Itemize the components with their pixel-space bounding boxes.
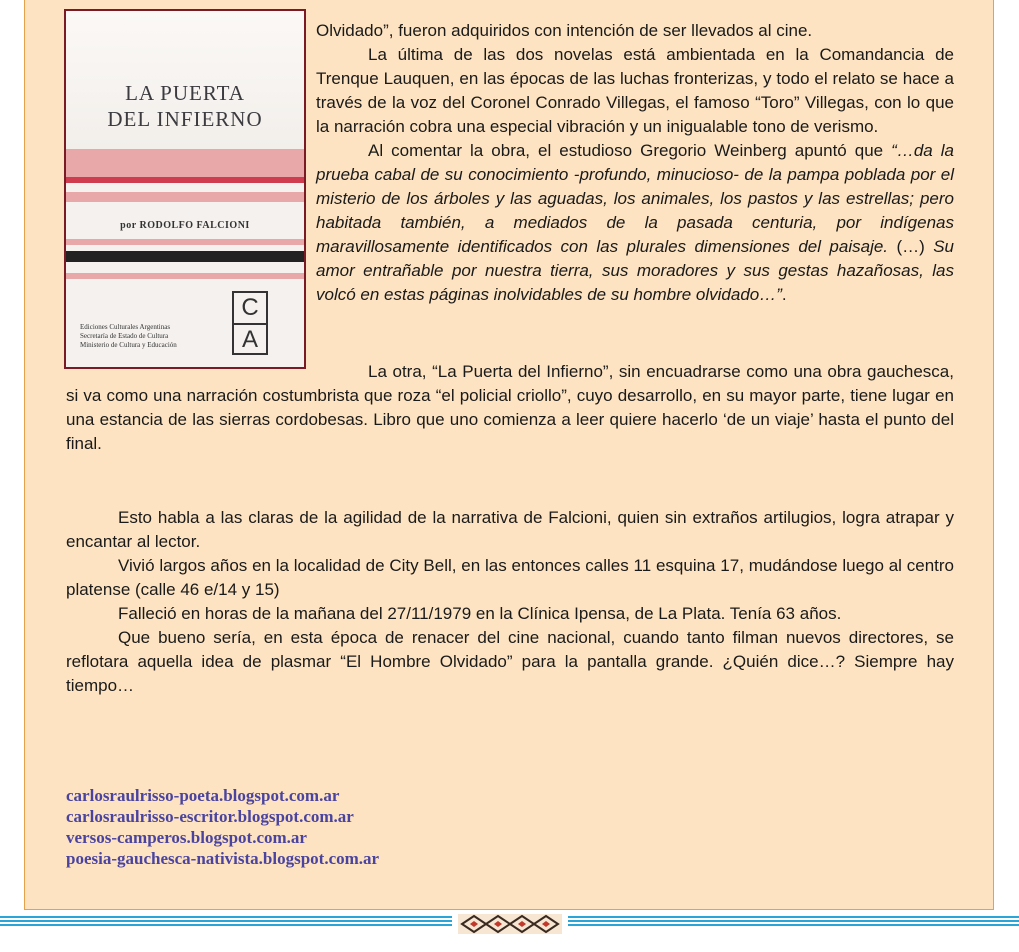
text-beside-cover [316,19,954,307]
cover-title-line2: DEL INFIERNO [107,107,263,131]
blog-link[interactable]: poesia-gauchesca-nativista.blogspot.com.ar [66,849,380,868]
cover-band [66,273,304,279]
footer-divider-left [0,916,452,926]
blog-link[interactable]: versos-camperos.blogspot.com.ar [66,828,307,847]
book-cover-image [64,9,306,369]
footer-divider-right [568,916,1019,926]
blog-link[interactable]: carlosraulrisso-escritor.blogspot.com.ar [66,807,354,826]
cover-band [66,149,304,177]
cover-band [66,239,304,245]
text-full-width [66,360,954,456]
cover-title-line1: LA PUERTA [125,81,245,105]
paragraph: Olvidado”, fueron adquiridos con intención de ser llevados al cine. [316,21,813,40]
cover-logo: C A [232,291,268,355]
cover-band [66,192,304,202]
paragraph: Esto habla a las claras de la agilidad de la narrativa de Falcioni, quien sin extraños artilugios, logra atrapar y encantar al lector. [66,508,954,551]
paragraph: La otra, “La Puerta del Infierno”, sin encuadrarse como una obra gauchesca, si va como una narración costumbrista que roza “el policial criollo”, cuyo desarrollo, en su mayor parte, tiene lugar en una estancia de las sierras cordobesas. Libro que uno comienza a leer quiere hacerlo ‘de un viaje’ hasta el punto del final. [66,362,954,453]
paragraph-quote: Al comentar la obra, el estudioso Gregorio Weinberg apuntó que “…da la prueba cabal de su conocimiento -profundo, minucioso- de la pampa poblada por el misterio de los árboles y las aguadas, los animales, los pastos y las estrellas; pero habitada también, a mediados de la pasada centuria, por indígenas maravillosamente identificados con las plurales dimensiones del paisaje. (…) Su amor entrañable por nuestra tierra, sus moradores y sus gestas hazañosas, las volcó en estas páginas inolvidables de su hombre olvidado…”. [316,141,954,304]
blog-link[interactable]: carlosraulrisso-poeta.blogspot.com.ar [66,786,340,805]
paragraph: Vivió largos años en la localidad de City Bell, en las entonces calles 11 esquina 17, mudándose luego al centro platense (calle 46 e/14 y 15) [66,556,954,599]
paragraph: Que bueno sería, en esta época de renacer del cine nacional, cuando tanto filman nuevos directores, se reflotara aquella idea de plasmar “El Hombre Olvidado” para la pantalla grande. ¿Quién dice…? Siempre hay tiempo… [66,628,954,695]
paragraph: Falleció en horas de la mañana del 27/11/1979 en la Clínica Ipensa, de La Plata. Tenía 63 años. [118,604,842,623]
cover-band [66,177,304,183]
cover-band [66,251,304,262]
blog-links [66,785,379,869]
text-full-width-lower [66,506,954,698]
paragraph: La última de las dos novelas está ambientada en la Comandancia de Trenque Lauquen, en las épocas de las luchas fronterizas, y todo el relato se hace a través de la voz del Coronel Conrado Villegas, el famoso “Toro” Villegas, con lo que la narración cobra una especial vibración y un inigualable tono de verismo. [316,45,954,136]
cover-author: por RODOLFO FALCIONI [120,220,250,231]
cover-publisher: Ediciones Culturales Argentinas Secretaría de Estado de Cultura Ministerio de Cultura y Educación [80,323,177,349]
ornament-icon [456,912,564,936]
